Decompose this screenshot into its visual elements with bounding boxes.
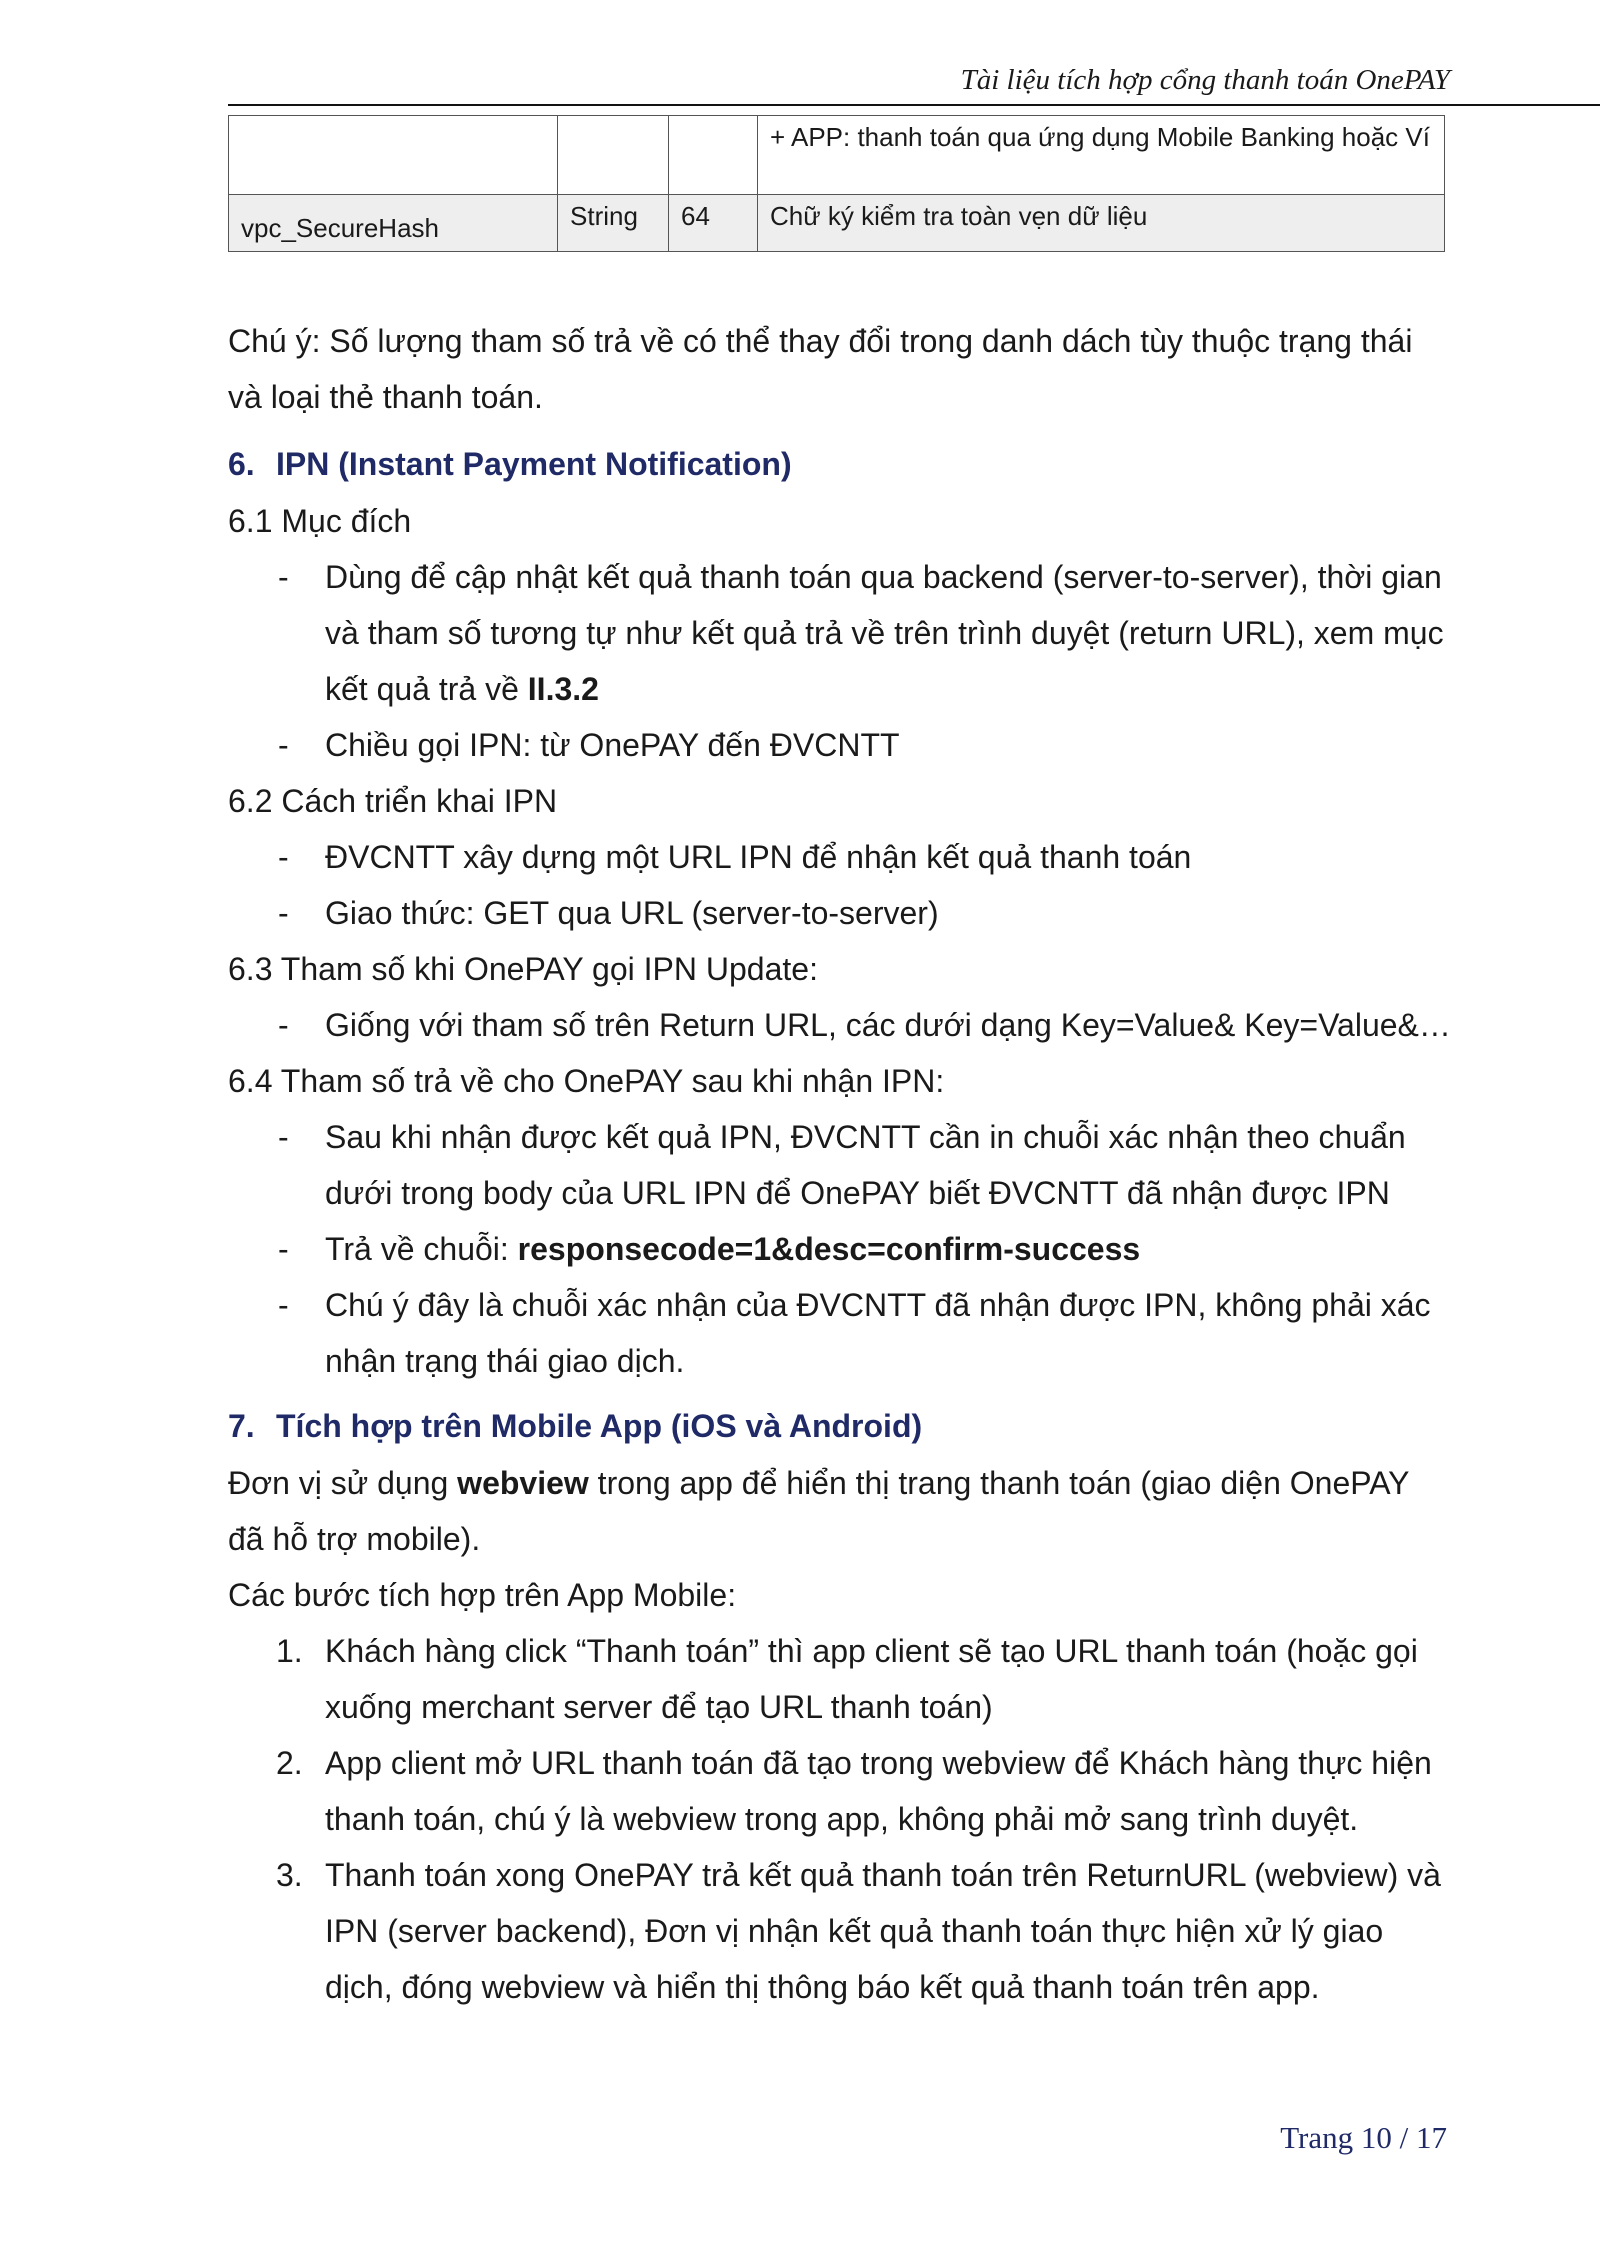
step-text: App client mở URL thanh toán đã tạo trong webview để Khách hàng thực hiện thanh toán, chú ý là webview trong app, không phải mở sang trình duyệt. — [325, 1745, 1432, 1837]
section-reference: II.3.2 — [527, 671, 599, 707]
subsection-6-4-list — [228, 1109, 1453, 1389]
section-7-intro — [228, 1455, 1453, 1567]
section-6-heading — [228, 435, 1453, 493]
subsection-6-2-title: 6.2 Cách triển khai IPN — [228, 783, 558, 819]
list-item — [228, 1221, 1453, 1277]
subsection-6-4-title: 6.4 Tham số trả về cho OnePAY sau khi nhận IPN: — [228, 1063, 945, 1099]
list-item — [228, 1847, 1453, 2015]
section-6-title: IPN (Instant Payment Notification) — [276, 446, 792, 482]
subsection-6-3-title: 6.3 Tham số khi OnePAY gọi IPN Update: — [228, 951, 818, 987]
param-name-cell — [229, 116, 558, 195]
parameter-table — [228, 115, 1445, 252]
list-item: - ĐVCNTT xây dựng một URL IPN để nhận kết quả thanh toán — [228, 829, 1453, 885]
param-type-cell: String — [558, 195, 669, 252]
subsection-6-1-title: 6.1 Mục đích — [228, 503, 412, 539]
list-item: - Giống với tham số trên Return URL, các dưới dạng Key=Value& Key=Value&… — [228, 997, 1453, 1053]
list-item — [228, 549, 1453, 717]
document-header-title: Tài liệu tích hợp cổng thanh toán OnePAY — [960, 64, 1450, 96]
table-row — [229, 195, 1445, 252]
webview-term: webview — [457, 1465, 589, 1501]
confirm-response-string: responsecode=1&desc=confirm-success — [517, 1231, 1141, 1267]
page-number: Trang 10 / 17 — [1280, 2120, 1447, 2155]
step-number: 1. — [276, 1633, 303, 1669]
list-item: - Chú ý đây là chuỗi xác nhận của ĐVCNTT đã nhận được IPN, không phải xác nhận trạng thái giao dịch. — [228, 1277, 1453, 1389]
subsection-6-2-list — [228, 829, 1453, 941]
step-text: Thanh toán xong OnePAY trả kết quả thanh toán trên ReturnURL (webview) và IPN (server backend), Đơn vị nhận kết quả thanh toán thực hiện xử lý giao dịch, đóng webview và hiển thị thông báo kết quả thanh toán trên app. — [325, 1857, 1441, 2005]
param-name-cell: vpc_SecureHash — [229, 195, 558, 252]
step-text: Khách hàng click “Thanh toán” thì app client sẽ tạo URL thanh toán (hoặc gọi xuống merchant server để tạo URL thanh toán) — [325, 1633, 1418, 1725]
param-type-cell — [558, 116, 669, 195]
param-length-cell: 64 — [669, 195, 758, 252]
section-7-number: 7. — [228, 1408, 255, 1444]
param-description-cell: + APP: thanh toán qua ứng dụng Mobile Banking hoặc Ví — [758, 116, 1445, 195]
subsection-6-3-list — [228, 997, 1453, 1053]
note-paragraph: Chú ý: Số lượng tham số trả về có thể thay đổi trong danh dách tùy thuộc trạng thái và loại thẻ thanh toán. — [228, 323, 1413, 415]
list-item — [228, 1735, 1453, 1847]
integration-steps-list — [228, 1623, 1453, 2015]
list-item: - Sau khi nhận được kết quả IPN, ĐVCNTT cần in chuỗi xác nhận theo chuẩn dưới trong body của URL IPN để OnePAY biết ĐVCNTT đã nhận được IPN — [228, 1109, 1453, 1221]
list-item: - Chiều gọi IPN: từ OnePAY đến ĐVCNTT — [228, 717, 1453, 773]
intro-text: trong app để hiển thị trang thanh toán (giao diện OnePAY đã hỗ trợ mobile). — [228, 1465, 1409, 1557]
step-number: 3. — [276, 1857, 303, 1893]
section-6-number: 6. — [228, 446, 255, 482]
list-item — [228, 1623, 1453, 1735]
step-number: 2. — [276, 1745, 303, 1781]
document-body — [228, 313, 1453, 2015]
table-row — [229, 116, 1445, 195]
list-item: - Giao thức: GET qua URL (server-to-server) — [228, 885, 1453, 941]
section-7-title: Tích hợp trên Mobile App (iOS và Android) — [276, 1408, 923, 1444]
param-length-cell — [669, 116, 758, 195]
steps-title: Các bước tích hợp trên App Mobile: — [228, 1577, 737, 1613]
param-description-cell: Chữ ký kiểm tra toàn vẹn dữ liệu — [758, 195, 1445, 252]
list-item-text: Trả về chuỗi: — [325, 1231, 518, 1267]
list-item-text: Dùng để cập nhật kết quả thanh toán qua backend (server-to-server), thời gian và tham số tương tự như kết quả trả về trên trình duyệt (return URL), xem mục kết quả trả về — [325, 559, 1444, 707]
section-7-heading — [228, 1397, 1453, 1455]
header-divider — [228, 104, 1600, 106]
subsection-6-1-list — [228, 549, 1453, 773]
intro-text: Đơn vị sử dụng — [228, 1465, 458, 1501]
